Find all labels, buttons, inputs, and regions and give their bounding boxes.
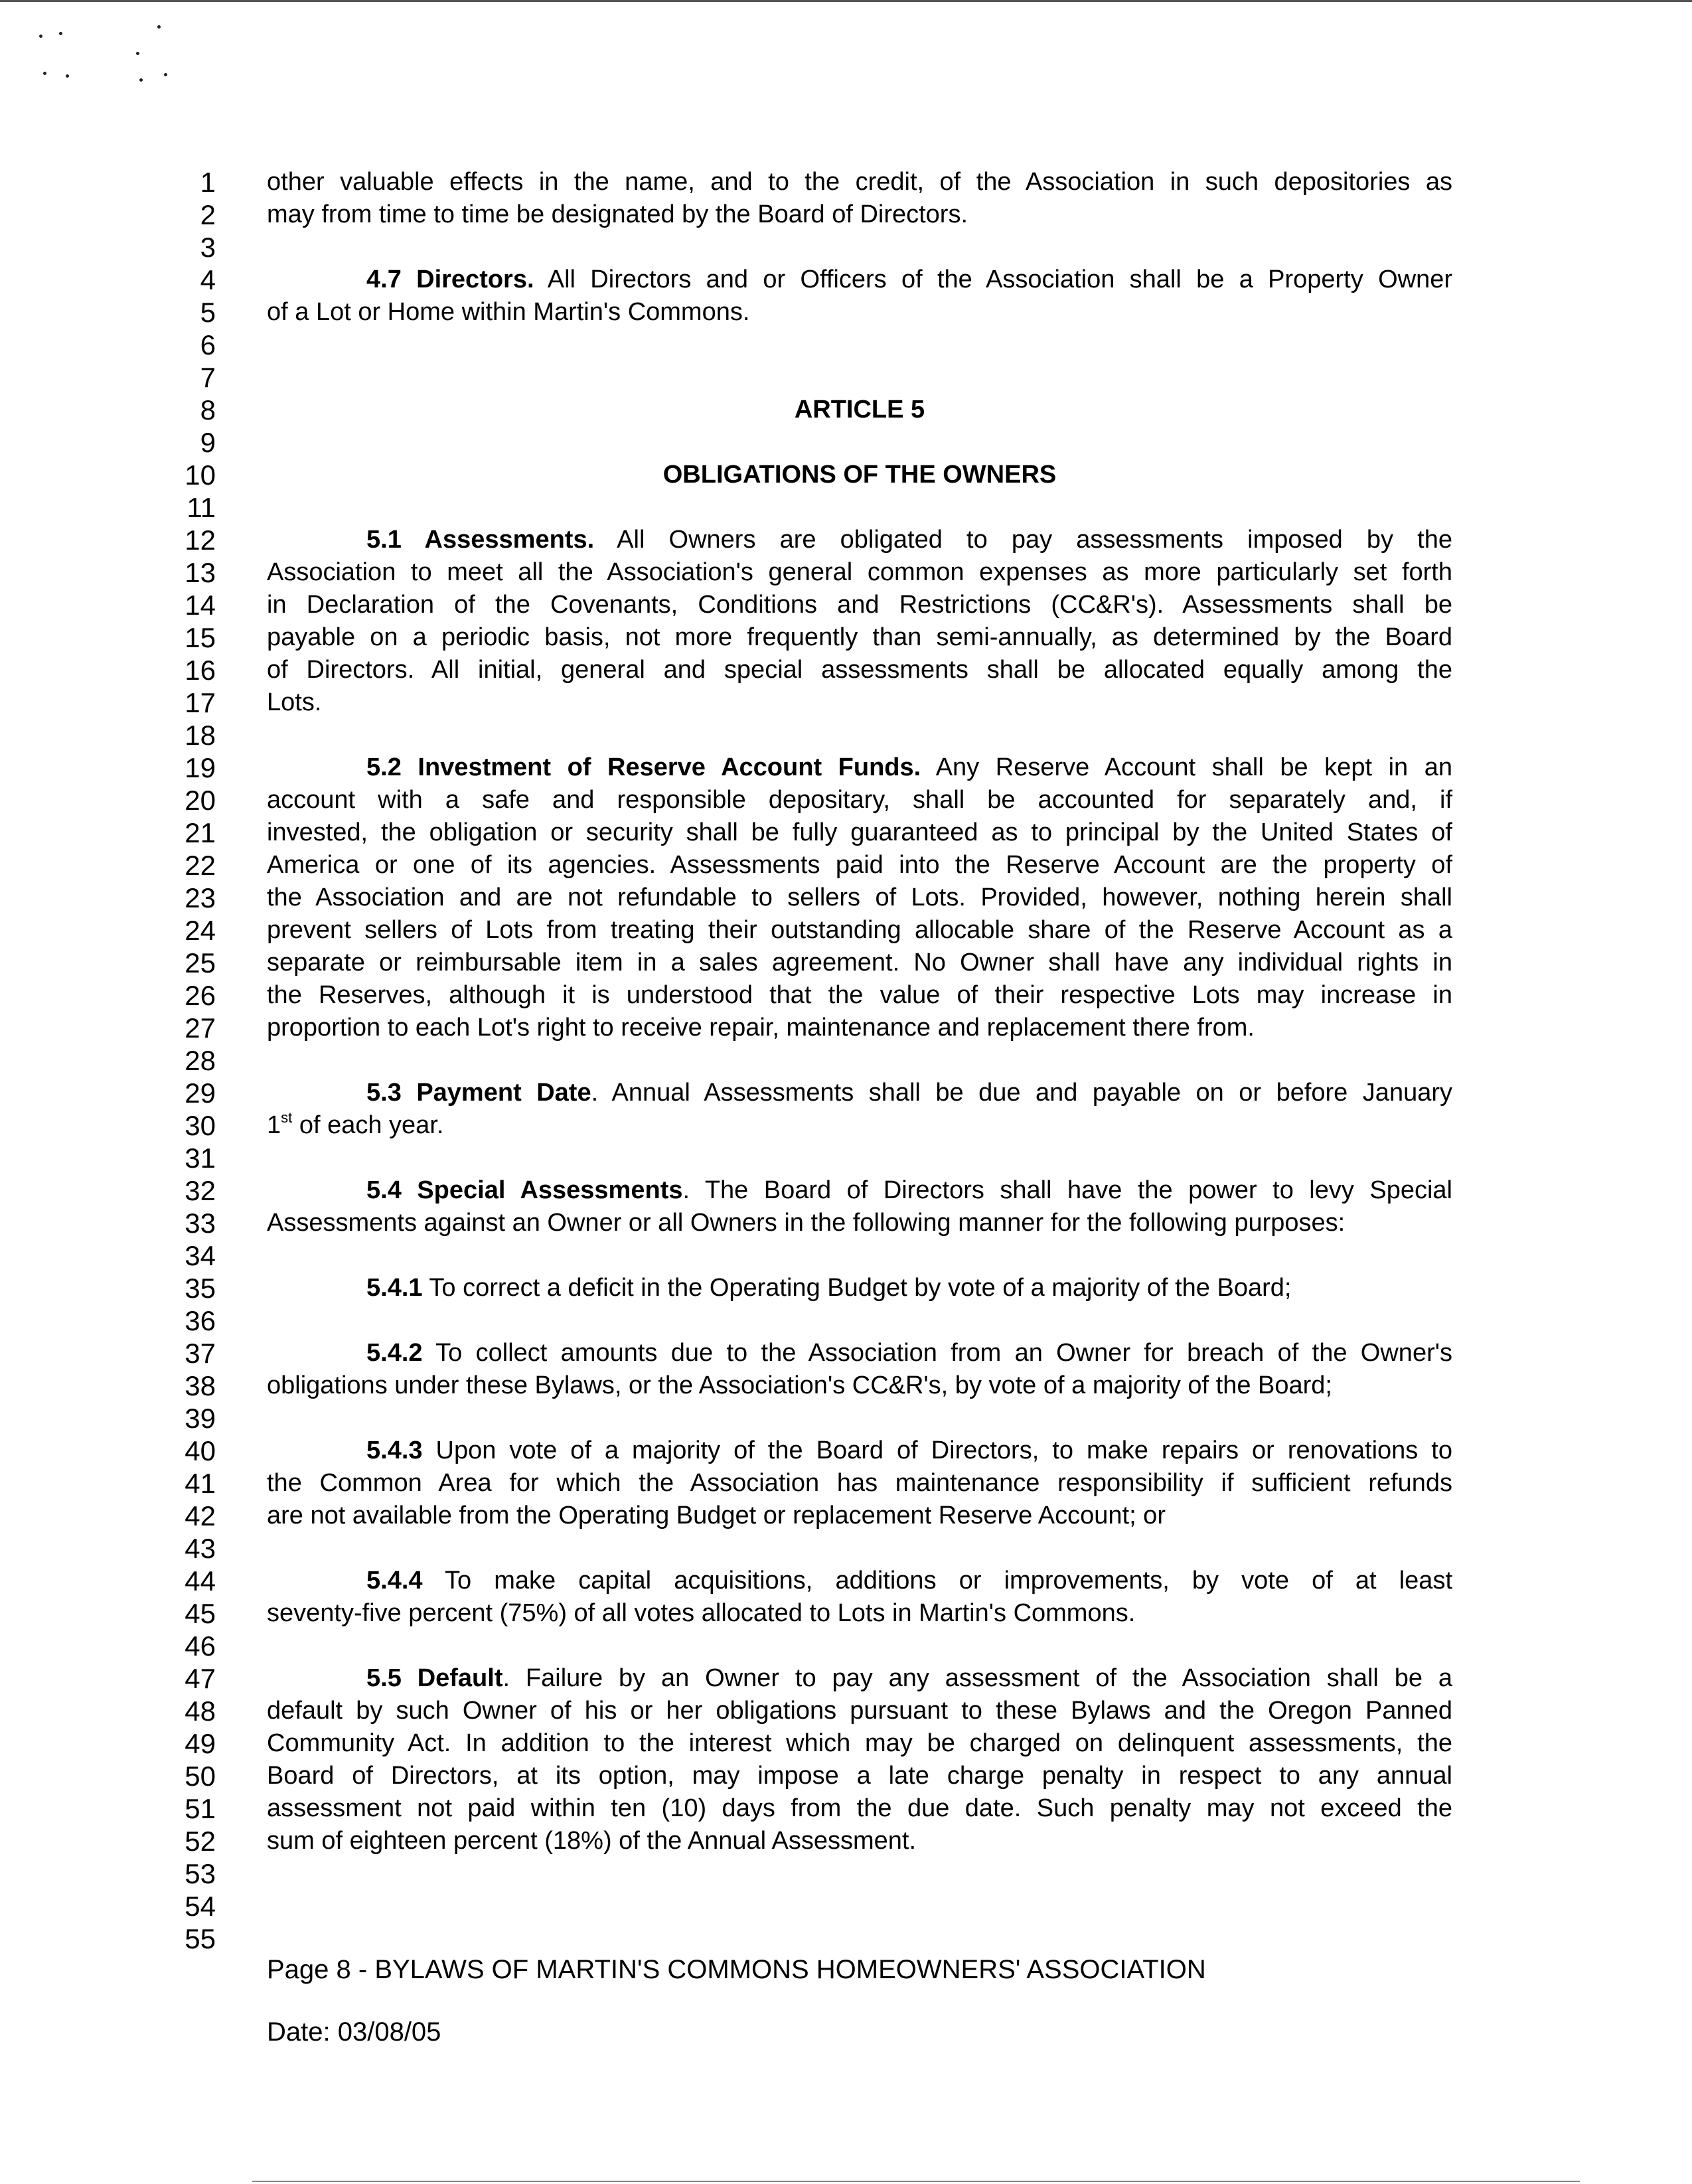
article-heading: ARTICLE 5: [794, 396, 925, 424]
line-number: 7: [200, 362, 216, 393]
line-number: 33: [185, 1208, 216, 1239]
line-number: 46: [185, 1630, 216, 1662]
body-line-26: the Reserves, although it is understood that the value of their respective Lots may increase in: [267, 981, 1452, 1009]
body-line-33: Assessments against an Owner or all Owners in the following manner for the following purposes:: [267, 1209, 1346, 1237]
scan-specks: [37, 20, 183, 93]
body-line-24: prevent sellers of Lots from treating their outstanding allocable share of the Reserve Account as a: [267, 916, 1452, 944]
section-5-1-heading-line: 5.1 Assessments. All Owners are obligated to pay assessments imposed by the: [366, 526, 1452, 554]
body-line-25: separate or reimbursable item in a sales agreement. No Owner shall have any individual rights in: [267, 949, 1452, 976]
line-number: 6: [200, 329, 216, 360]
ordinal-suffix: st: [281, 1109, 293, 1126]
section-5-4-title: 5.4 Special Assessments: [366, 1176, 683, 1204]
body-line-41: the Common Area for which the Association has maintenance responsibility if sufficient refunds: [267, 1469, 1452, 1497]
line-number: 17: [185, 687, 216, 718]
line-number: 28: [185, 1045, 216, 1076]
body-line-1: other valuable effects in the name, and to the credit, of the Association in such depositories as: [267, 168, 1452, 196]
section-5-4-3-line: 5.4.3 Upon vote of a majority of the Board of Directors, to make repairs or renovations to: [366, 1437, 1452, 1464]
line-number: 23: [185, 882, 216, 913]
line-number: 38: [185, 1370, 216, 1401]
line-number: 40: [185, 1435, 216, 1466]
line-number: 41: [185, 1468, 216, 1499]
line-number: 32: [185, 1175, 216, 1206]
section-5-4-1-line: 5.4.1 To correct a deficit in the Operating Budget by vote of a majority of the Board;: [366, 1274, 1292, 1302]
section-5-1-title: 5.1 Assessments.: [366, 526, 595, 554]
section-5-3-title: 5.3 Payment Date: [366, 1079, 591, 1107]
line-number: 22: [185, 850, 216, 881]
section-5-2-heading-line: 5.2 Investment of Reserve Account Funds. Any Reserve Account shall be kept in an: [366, 753, 1453, 781]
line-number: 3: [200, 232, 216, 263]
line-number: 2: [200, 199, 216, 230]
section-5-4-4-title: 5.4.4: [366, 1567, 423, 1595]
section-5-4-4-line: 5.4.4 To make capital acquisitions, additions or improvements, by vote of at least: [366, 1567, 1452, 1595]
line-number: 16: [185, 655, 216, 686]
body-line-27: proportion to each Lot's right to receive repair, maintenance and replacement there from.: [267, 1014, 1255, 1042]
body-line-17: Lots.: [267, 688, 322, 716]
page-bottom-edge: [252, 2181, 1580, 2182]
line-number: 30: [185, 1110, 216, 1141]
line-number: 9: [200, 427, 216, 458]
body-line-49: Community Act. In addition to the interest which may be charged on delinquent assessments, the: [267, 1729, 1452, 1757]
line-number: 12: [185, 524, 216, 556]
section-5-4-3-title: 5.4.3: [366, 1437, 423, 1464]
section-5-4-2-title: 5.4.2: [366, 1339, 423, 1367]
line-number: 47: [185, 1663, 216, 1694]
line-number: 25: [185, 947, 216, 978]
body-line-14: in Declaration of the Covenants, Conditions and Restrictions (CC&R's). Assessments shall be: [267, 591, 1452, 619]
line-number: 10: [185, 459, 216, 491]
line-number: 29: [185, 1077, 216, 1109]
line-number: 13: [185, 557, 216, 588]
line-number: 45: [185, 1598, 216, 1629]
line-number: 48: [185, 1695, 216, 1727]
body-line-16: of Directors. All initial, general and special assessments shall be allocated equally among the: [267, 656, 1452, 684]
section-5-5-heading-line: 5.5 Default. Failure by an Owner to pay any assessment of the Association shall be a: [366, 1664, 1452, 1692]
line-number: 44: [185, 1565, 216, 1597]
line-number: 24: [185, 915, 216, 946]
line-number: 42: [185, 1500, 216, 1531]
section-5-4-1-title: 5.4.1: [366, 1274, 423, 1302]
section-4-7-heading-line: 4.7 Directors. All Directors and or Officers of the Association shall be a Property Owner: [366, 266, 1452, 293]
body-line-51: assessment not paid within ten (10) days from the due date. Such penalty may not exceed the: [267, 1794, 1452, 1822]
line-number: 27: [185, 1012, 216, 1044]
body-line-22: America or one of its agencies. Assessments paid into the Reserve Account are the property of: [267, 851, 1452, 879]
line-number: 26: [185, 980, 216, 1011]
line-number: 31: [185, 1142, 216, 1174]
body-line-13: Association to meet all the Association's general common expenses as more particularly set forth: [267, 558, 1452, 586]
body-line-23: the Association and are not refundable to sellers of Lots. Provided, however, nothing herein shall: [267, 884, 1452, 911]
section-5-3-heading-line: 5.3 Payment Date. Annual Assessments shall be due and payable on or before January: [366, 1079, 1452, 1107]
page-footer-date: Date: 03/08/05: [267, 2017, 441, 2047]
line-number: 15: [185, 622, 216, 653]
line-number: 5: [200, 297, 216, 328]
line-number: 20: [185, 785, 216, 816]
body-line-15: payable on a periodic basis, not more frequently than semi-annually, as determined by the Board: [267, 623, 1452, 651]
line-number: 55: [185, 1923, 216, 1954]
section-5-4-heading-line: 5.4 Special Assessments. The Board of Directors shall have the power to levy Special: [366, 1176, 1452, 1204]
section-5-5-title: 5.5 Default: [366, 1664, 503, 1692]
line-number: 36: [185, 1305, 216, 1336]
body-line-5: of a Lot or Home within Martin's Commons.: [267, 298, 750, 326]
line-number: 37: [185, 1338, 216, 1369]
line-number: 34: [185, 1240, 216, 1271]
line-number: 21: [185, 817, 216, 848]
line-number: 14: [185, 589, 216, 621]
section-5-2-title: 5.2 Investment of Reserve Account Funds.: [366, 753, 921, 781]
body-line-30: 1st of each year.: [267, 1109, 444, 1139]
body-line-20: account with a safe and responsible depositary, shall be accounted for separately and, if: [267, 786, 1452, 814]
line-number: 53: [185, 1858, 216, 1889]
line-number: 43: [185, 1533, 216, 1564]
line-number: 1: [200, 167, 216, 198]
line-number: 52: [185, 1826, 216, 1857]
line-number: 39: [185, 1403, 216, 1434]
line-number: 8: [200, 394, 216, 426]
line-number: 11: [187, 492, 216, 523]
body-line-52: sum of eighteen percent (18%) of the Annual Assessment.: [267, 1827, 917, 1855]
body-line-45: seventy-five percent (75%) of all votes allocated to Lots in Martin's Commons.: [267, 1599, 1136, 1627]
body-line-42: are not available from the Operating Budget or replacement Reserve Account; or: [267, 1502, 1166, 1529]
line-number: 49: [185, 1728, 216, 1759]
body-line-2: may from time to time be designated by the Board of Directors.: [267, 200, 968, 228]
body-line-50: Board of Directors, at its option, may impose a late charge penalty in respect to any annual: [267, 1762, 1452, 1790]
body-line-21: invested, the obligation or security shall be fully guaranteed as to principal by the United States of: [267, 819, 1452, 846]
line-number: 50: [185, 1760, 216, 1792]
line-number: 19: [185, 752, 216, 783]
article-title: OBLIGATIONS OF THE OWNERS: [662, 461, 1057, 489]
section-4-7-title: 4.7 Directors.: [366, 266, 534, 293]
line-number: 4: [200, 264, 216, 295]
body-line-48: default by such Owner of his or her obligations pursuant to these Bylaws and the Oregon Panned: [267, 1697, 1452, 1725]
section-5-4-2-line: 5.4.2 To collect amounts due to the Association from an Owner for breach of the Owner's: [366, 1339, 1452, 1367]
line-number: 51: [185, 1793, 216, 1824]
page-footer-title: Page 8 - BYLAWS OF MARTIN'S COMMONS HOMEOWNERS' ASSOCIATION: [267, 1955, 1206, 1984]
line-number: 35: [185, 1273, 216, 1304]
line-number: 18: [185, 720, 216, 751]
body-line-38: obligations under these Bylaws, or the Association's CC&R's, by vote of a majority of the Board;: [267, 1371, 1332, 1399]
page-top-edge: [0, 0, 1692, 2]
line-number: 54: [185, 1891, 216, 1922]
